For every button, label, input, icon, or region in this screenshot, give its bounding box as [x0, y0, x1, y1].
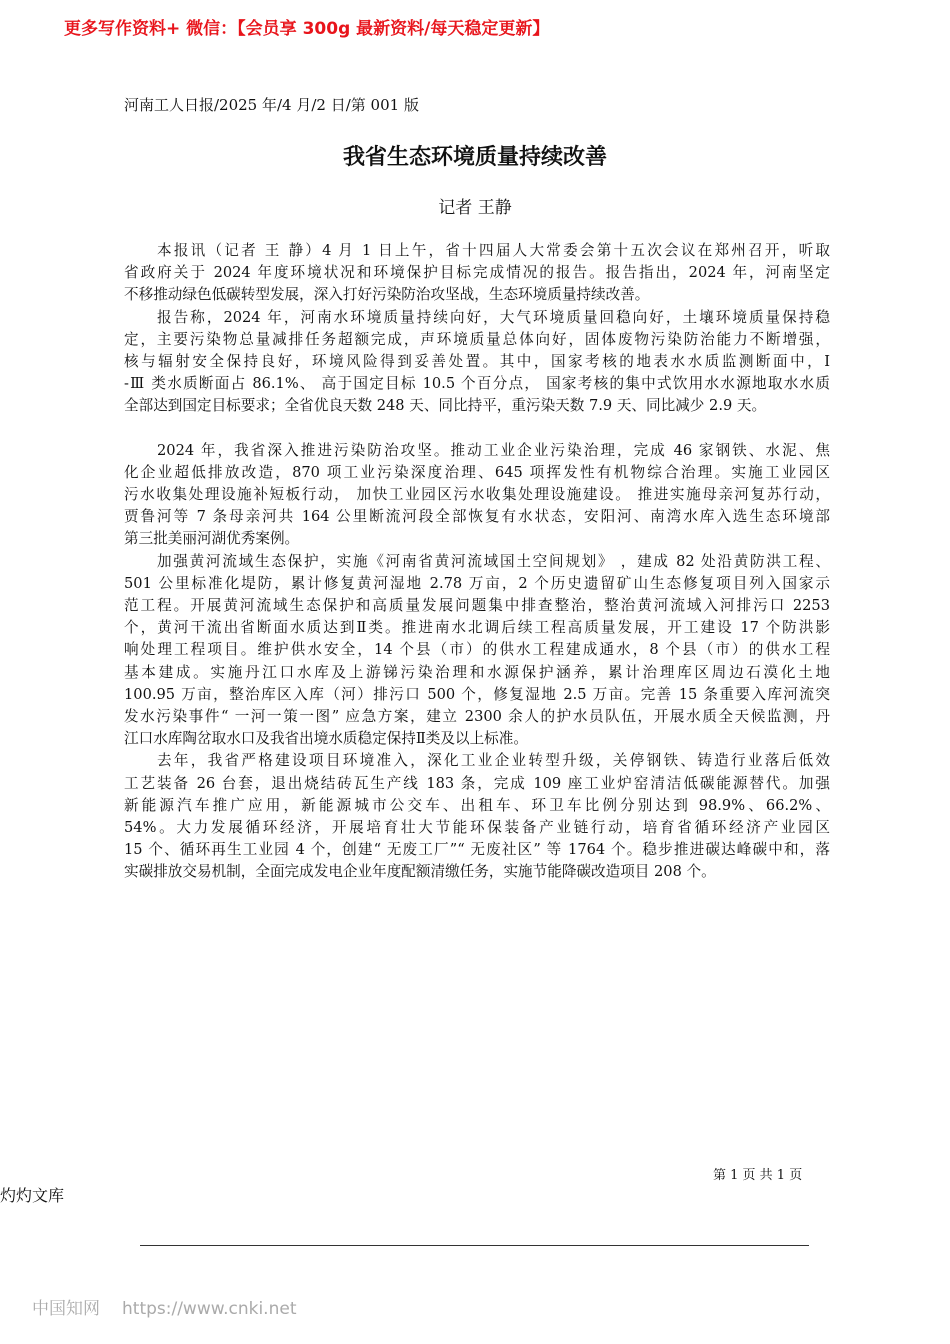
text-line: -Ⅲ 类水质断面占 86.1%、 高于国定目标 10.5 个百分点， 国家考核的集中式饮用水水源地取水水质	[124, 375, 830, 393]
text-line: 报告称，2024 年，河南水环境质量持续向好，大气环境质量回稳向好，土壤环境质量保持稳	[157, 308, 830, 326]
text-line: 实碳排放交易机制，全面完成发电企业年度配额清缴任务，实施节能降碳改造项目 208 个。	[124, 863, 716, 881]
library-name: 灼灼文库	[0, 1186, 65, 1205]
text-line: 核与辐射安全保持良好，环境风险得到妥善处置。其中，国家考核的地表水水质监测断面中，I	[124, 352, 830, 370]
article-author: 记者 王静	[438, 198, 512, 218]
paragraph	[124, 440, 830, 551]
cnki-watermark	[32, 1294, 296, 1319]
text-line: 化企业超低排放改造，870 项工业污染深度治理、645 项挥发性有机物综合治理。实施工业园区	[124, 463, 830, 481]
text-line: 定，主要污染物总量减排任务超额完成，声环境质量总体向好，固体废物污染防治能力不断增强，	[124, 330, 830, 348]
paragraph-gap	[124, 418, 830, 440]
text-line: 加强黄河流域生态保护，实施《河南省黄河流域国土空间规划》 ，建成 82 处沿黄防洪工程、	[157, 552, 830, 570]
text-line: 100.95 万亩，整治库区入库（河）排污口 500 个，修复湿地 2.5 万亩。完善 15 条重要入库河流突	[124, 685, 830, 703]
text-line: 去年，我省严格建设项目环境准入，深化工业企业转型升级，关停钢铁、铸造行业落后低效	[157, 752, 830, 770]
paragraph	[124, 240, 830, 307]
promo-banner: 更多写作资料+ 微信：【会员享 300g 最新资料/每天稳定更新】	[64, 19, 550, 39]
text-line: 54%。大力发展循环经济，开展培育壮大节能环保装备产业链行动，培育省循环经济产业园区	[124, 818, 830, 836]
text-line: 本报讯（记者 王 静）4 月 1 日上午，省十四届人大常委会第十五次会议在郑州召开，听取	[157, 242, 830, 259]
text-line: 响处理工程项目。维护供水安全，14 个县（市）的供水工程建成通水，8 个县（市）的供水工程	[124, 641, 830, 659]
footer-divider	[140, 1245, 809, 1246]
source-line: 河南工人日报/2025 年/4 月/2 日/第 001 版	[124, 96, 419, 114]
text-line: 贾鲁河等 7 条母亲河共 164 公里断流河段全部恢复有水状态，安阳河、南湾水库入选生态环境部	[124, 508, 830, 526]
text-line: 个，黄河干流出省断面水质达到Ⅱ类。推进南水北调后续工程高质量发展，开工建设 17 个防洪影	[124, 619, 830, 637]
article-title: 我省生态环境质量持续改善	[342, 145, 607, 170]
cnki-url: https://www.cnki.net	[122, 1299, 297, 1319]
text-line: 工艺装备 26 台套，退出烧结砖瓦生产线 183 条，完成 109 座工业炉窑清洁低碳能源替代。加强	[124, 774, 830, 792]
text-line: 全部达到国定目标要求；全省优良天数 248 天、同比持平，重污染天数 7.9 天、同比减少 2.9 天。	[124, 397, 767, 415]
text-line: 污水收集处理设施补短板行动， 加快工业园区污水收集处理设施建设。 推进实施母亲河复苏行动，	[124, 486, 830, 504]
text-line: 江口水库陶岔取水口及我省出境水质稳定保持Ⅱ类及以上标准。	[124, 730, 528, 748]
text-line: 2024 年，我省深入推进污染防治攻坚。推动工业企业污染治理，完成 46 家钢铁、水泥、焦	[157, 441, 830, 459]
text-line: 15 个、循环再生工业园 4 个，创建“ 无废工厂”“ 无废社区” 等 1764 个。稳步推进碳达峰碳中和，落	[124, 841, 830, 859]
text-line: 省政府关于 2024 年度环境状况和环境保护目标完成情况的报告。报告指出，2024 年，河南坚定	[124, 264, 830, 282]
paragraph	[124, 551, 830, 751]
text-line: 发水污染事件“ 一河一策一图” 应急方案，建立 2300 余人的护水员队伍，开展水质全天候监测，丹	[124, 707, 830, 725]
text-line: 不移推动绿色低碳转型发展，深入打好污染防治攻坚战，生态环境质量持续改善。	[124, 286, 650, 304]
text-line: 基本建成。实施丹江口水库及上游锑污染治理和水源保护涵养，累计治理库区周边石漠化土地	[124, 663, 830, 681]
text-line: 新能源汽车推广应用，新能源城市公交车、出租车、环卫车比例分别达到 98.9%、66.2%、	[124, 796, 830, 814]
paragraph	[124, 750, 830, 883]
cnki-name: 中国知网	[32, 1299, 100, 1319]
paragraph	[124, 307, 830, 418]
text-line: 第三批美丽河湖优秀案例。	[124, 530, 300, 548]
article-body	[124, 240, 830, 883]
text-line: 501 公里标准化堤防，累计修复黄河湿地 2.78 万亩，2 个历史遗留矿山生态修复项目列入国家示	[124, 574, 830, 592]
text-line: 范工程。开展黄河流域生态保护和高质量发展问题集中排查整治，整治黄河流域入河排污口 2253	[124, 597, 830, 614]
page-number: 第 1 页 共 1 页	[713, 1168, 803, 1183]
